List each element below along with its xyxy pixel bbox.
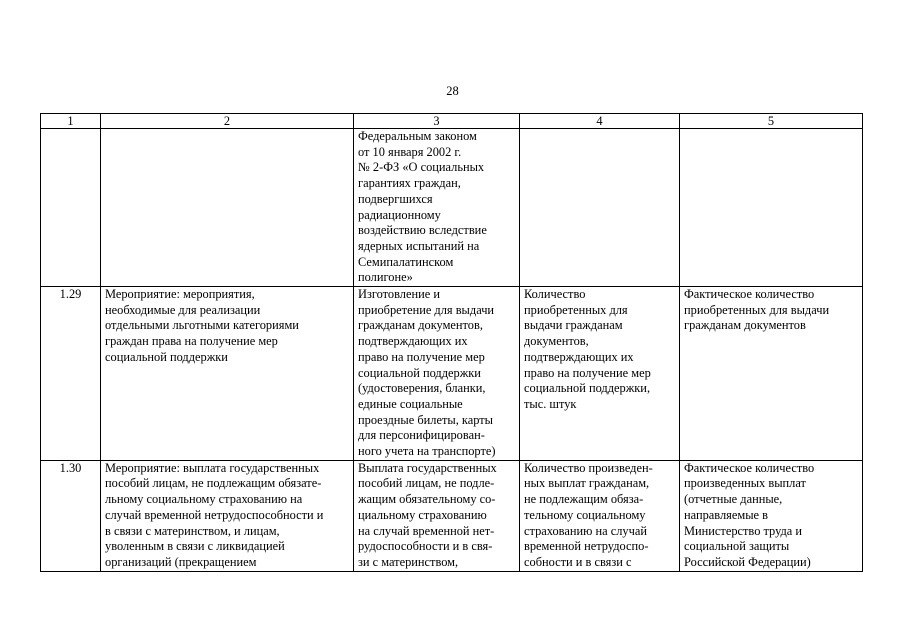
cell-text-line: социальной поддержки bbox=[105, 349, 228, 364]
cell-text-line: подтверждающих их bbox=[524, 349, 634, 364]
cell-text-line: ных выплат гражданам, bbox=[524, 476, 650, 491]
cell-text-line: не подлежащим обяза- bbox=[524, 492, 644, 507]
cell-text-line: собности и в связи с bbox=[524, 554, 632, 569]
cell-text-line: ного учета на транспорте) bbox=[358, 444, 496, 459]
cell-text-line: Фактическое количество bbox=[684, 460, 815, 475]
cell-text-line: для персонифицирован- bbox=[358, 428, 485, 443]
cell-text-line: Семипалатинском bbox=[358, 254, 454, 269]
cell-text-line: отдельными льготными категориями bbox=[105, 318, 299, 333]
cell-text-line: Фактическое количество bbox=[684, 287, 815, 302]
cell-text-line: рудоспособности и в свя- bbox=[358, 539, 493, 554]
cell-text-line: жащим обязательному со- bbox=[358, 492, 496, 507]
cell-text-line: тельному социальному bbox=[524, 507, 646, 522]
cell-text-line: уволенным в связи с ликвидацией bbox=[105, 539, 285, 554]
cell-text-line: Министерство труда и bbox=[684, 523, 803, 538]
table-row bbox=[41, 287, 863, 461]
table-header-row bbox=[41, 114, 863, 129]
cell-text-line: организаций (прекращением bbox=[105, 554, 257, 569]
header-col-2: 2 bbox=[101, 114, 354, 129]
cell-col4 bbox=[520, 460, 680, 571]
cell-text-line: Мероприятие: выплата государственных bbox=[105, 460, 320, 475]
cell-text-line: приобретение для выдачи bbox=[358, 302, 495, 317]
cell-text-line: социальной поддержки, bbox=[524, 381, 651, 396]
cell-text-line: ядерных испытаний на bbox=[358, 238, 480, 253]
cell-col3 bbox=[354, 129, 520, 287]
cell-text-line: (отчетные данные, bbox=[684, 492, 783, 507]
cell-text-line: полигоне» bbox=[358, 270, 413, 285]
cell-text-line: граждан права на получение мер bbox=[105, 334, 278, 349]
cell-col3 bbox=[354, 460, 520, 571]
cell-text-line: необходимые для реализации bbox=[105, 302, 261, 317]
cell-text-line: выдачи гражданам bbox=[524, 318, 623, 333]
cell-text-line: Изготовление и bbox=[358, 287, 440, 302]
cell-text-line: документов, bbox=[524, 334, 589, 349]
cell-text-line: в связи с материнством, и лицам, bbox=[105, 523, 280, 538]
cell-col5 bbox=[680, 460, 863, 571]
cell-col5 bbox=[680, 287, 863, 461]
cell-text-line: случай временной нетрудоспособности и bbox=[105, 507, 324, 522]
cell-text-line: гражданам документов, bbox=[358, 318, 483, 333]
cell-text-line: № 2-ФЗ «О социальных bbox=[358, 160, 485, 175]
table-row bbox=[41, 460, 863, 571]
header-col-3: 3 bbox=[354, 114, 520, 129]
cell-text-line: Федеральным законом bbox=[358, 129, 477, 143]
header-col-5: 5 bbox=[680, 114, 863, 129]
data-table bbox=[40, 113, 863, 572]
header-col-4: 4 bbox=[520, 114, 680, 129]
cell-text-line: радиационному bbox=[358, 207, 441, 222]
header-col-1: 1 bbox=[41, 114, 101, 129]
cell-text-line: Количество произведен- bbox=[524, 460, 653, 475]
cell-text-line: приобретенных для выдачи bbox=[684, 302, 830, 317]
cell-text-line: циальному страхованию bbox=[358, 507, 487, 522]
cell-text-line: гарантиях граждан, bbox=[358, 176, 461, 191]
cell-text-line: от 10 января 2002 г. bbox=[358, 144, 462, 159]
cell-text-line: зи с материнством, bbox=[358, 554, 459, 569]
cell-col4 bbox=[520, 287, 680, 461]
cell-text-line: социальной поддержки bbox=[358, 365, 481, 380]
table-row bbox=[41, 129, 863, 287]
cell-text-line: произведенных выплат bbox=[684, 476, 806, 491]
cell-text-line: Выплата государственных bbox=[358, 460, 497, 475]
cell-text-line: льному социальному страхованию на bbox=[105, 492, 303, 507]
cell-text-line: (удостоверения, бланки, bbox=[358, 381, 486, 396]
cell-col4 bbox=[520, 129, 680, 287]
cell-text-line: приобретенных для bbox=[524, 302, 628, 317]
page-number: 28 bbox=[446, 84, 459, 98]
cell-text-line: воздействию вследствие bbox=[358, 223, 487, 238]
cell-text-line: проездные билеты, карты bbox=[358, 412, 494, 427]
cell-col3 bbox=[354, 287, 520, 461]
cell-text-line: пособий лицам, не подлежащим обязате- bbox=[105, 476, 322, 491]
cell-text-line: гражданам документов bbox=[684, 318, 806, 333]
cell-col2 bbox=[101, 129, 354, 287]
cell-text-line: право на получение мер bbox=[524, 365, 651, 380]
cell-text-line: временной нетрудоспо- bbox=[524, 539, 649, 554]
cell-text-line: тыс. штук bbox=[524, 396, 577, 411]
cell-text-line: на случай временной нет- bbox=[358, 523, 495, 538]
cell-text-line: Количество bbox=[524, 287, 586, 302]
cell-text-line: подтверждающих их bbox=[358, 334, 468, 349]
cell-text-line: право на получение мер bbox=[358, 349, 485, 364]
cell-text-line: подвергшихся bbox=[358, 191, 433, 206]
cell-text-line: пособий лицам, не подле- bbox=[358, 476, 495, 491]
cell-text-line: социальной защиты bbox=[684, 539, 790, 554]
cell-text-line: единые социальные bbox=[358, 396, 463, 411]
cell-col5 bbox=[680, 129, 863, 287]
cell-col2 bbox=[101, 287, 354, 461]
row-number-cell: 1.30 bbox=[41, 460, 101, 571]
row-number-cell: 1.29 bbox=[41, 287, 101, 461]
cell-text-line: страхованию на случай bbox=[524, 523, 647, 538]
cell-text-line: Российской Федерации) bbox=[684, 554, 811, 569]
cell-text-line: направляемые в bbox=[684, 507, 768, 522]
cell-col2 bbox=[101, 460, 354, 571]
cell-text-line: Мероприятие: мероприятия, bbox=[105, 287, 255, 302]
row-number-cell bbox=[41, 129, 101, 287]
